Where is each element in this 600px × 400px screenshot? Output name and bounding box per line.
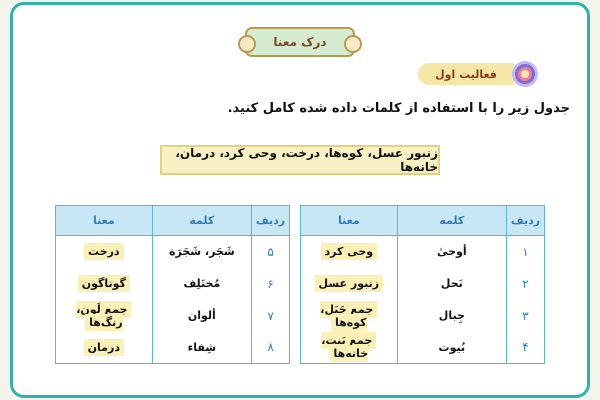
row-number: ۴ bbox=[507, 332, 545, 364]
row-word: أوحیٰ bbox=[397, 236, 506, 268]
row-number: ۷ bbox=[252, 300, 290, 332]
word-bank-box bbox=[160, 145, 440, 175]
row-meaning: زنبور عسل bbox=[315, 275, 384, 292]
row-meaning-cell bbox=[301, 300, 398, 332]
header-row-number: ردیف bbox=[252, 206, 290, 236]
table-row bbox=[301, 236, 545, 268]
table-row bbox=[56, 300, 290, 332]
row-word: شَجَر، شَجَرَة bbox=[152, 236, 251, 268]
section-title: درک معنا bbox=[273, 35, 327, 49]
row-meaning-cell bbox=[301, 268, 398, 300]
table-row bbox=[56, 332, 290, 364]
row-meaning: درمان bbox=[84, 339, 124, 356]
instruction-text: جدول زیر را با استفاده از کلمات داده شده کامل کنید. bbox=[227, 101, 570, 116]
flower-icon bbox=[512, 61, 538, 87]
header-meaning: معنا bbox=[56, 206, 153, 236]
row-word: شِفاء bbox=[152, 332, 251, 364]
row-meaning-cell bbox=[301, 236, 398, 268]
table-row bbox=[56, 236, 290, 268]
row-number: ۸ bbox=[252, 332, 290, 364]
table-header-row bbox=[56, 206, 290, 236]
row-meaning-cell bbox=[56, 300, 153, 332]
row-meaning: درخت bbox=[84, 243, 124, 260]
row-number: ۲ bbox=[507, 268, 545, 300]
table-row bbox=[56, 268, 290, 300]
row-word: نَحل bbox=[397, 268, 506, 300]
row-meaning-cell bbox=[301, 332, 398, 364]
header-row-number: ردیف bbox=[507, 206, 545, 236]
table-row bbox=[301, 300, 545, 332]
row-word: ألوان bbox=[152, 300, 251, 332]
activity-label: فعالیت اول bbox=[435, 67, 497, 81]
vocab-table-right bbox=[300, 205, 545, 364]
row-meaning: جمع جَبَل، کوه‌ها bbox=[320, 301, 377, 331]
activity-pill bbox=[418, 63, 514, 85]
row-word: مُختَلِف bbox=[152, 268, 251, 300]
row-meaning-cell bbox=[56, 236, 153, 268]
row-word: جِبال bbox=[397, 300, 506, 332]
word-bank-text: زنبور عسل، کوه‌ها، درخت، وحی کرد، درمان، خانه‌ها bbox=[175, 146, 438, 174]
activity-badge bbox=[418, 63, 543, 85]
table-header-row bbox=[301, 206, 545, 236]
row-meaning: گوناگون bbox=[78, 275, 130, 292]
vocab-table-left bbox=[55, 205, 290, 364]
header-meaning: معنا bbox=[301, 206, 398, 236]
row-meaning: وحی کرد bbox=[321, 243, 378, 260]
row-meaning-cell bbox=[56, 268, 153, 300]
header-word: کلمه bbox=[397, 206, 506, 236]
row-meaning: جمع لَون، رنگ‌ها bbox=[76, 301, 131, 331]
row-number: ۳ bbox=[507, 300, 545, 332]
row-meaning-cell bbox=[56, 332, 153, 364]
table-row bbox=[301, 332, 545, 364]
row-number: ۶ bbox=[252, 268, 290, 300]
row-number: ۵ bbox=[252, 236, 290, 268]
table-row bbox=[301, 268, 545, 300]
header-word: کلمه bbox=[152, 206, 251, 236]
row-number: ۱ bbox=[507, 236, 545, 268]
row-meaning: جمع بَیت، خانه‌ها bbox=[321, 332, 376, 362]
section-title-banner bbox=[245, 27, 355, 57]
row-word: بُیوت bbox=[397, 332, 506, 364]
